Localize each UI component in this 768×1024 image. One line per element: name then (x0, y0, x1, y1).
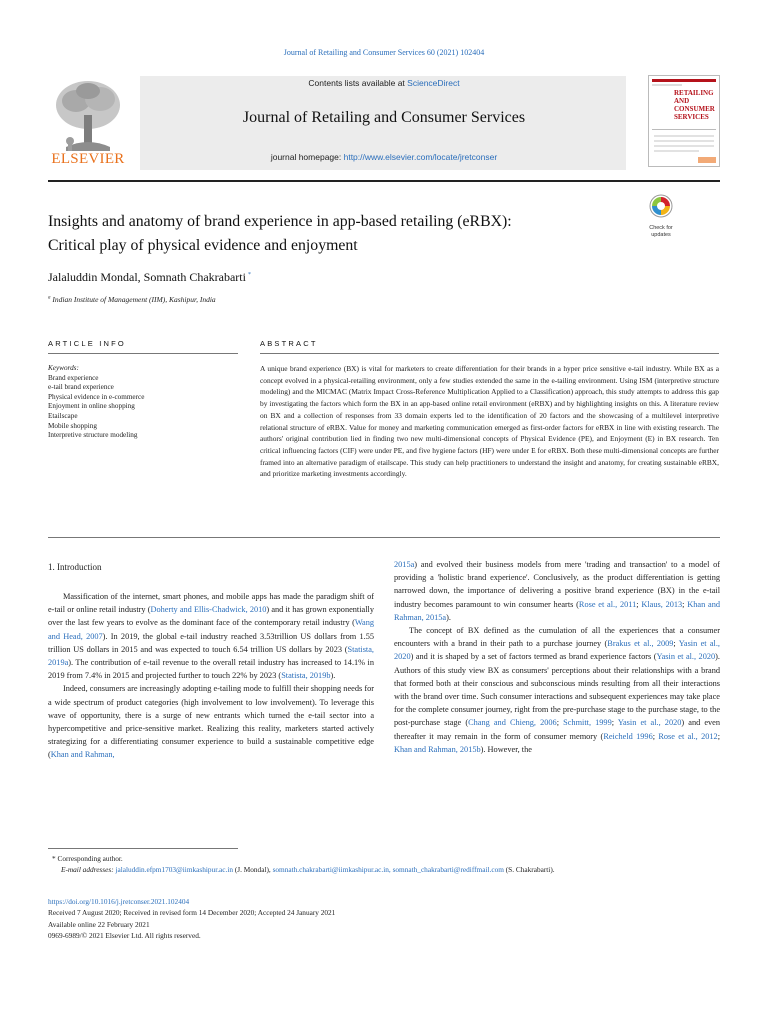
corresponding-note (52, 853, 720, 864)
available-online: Available online 22 February 2021 (48, 919, 150, 929)
paragraph-text: ; (652, 731, 659, 741)
paragraph (48, 590, 374, 682)
paragraph-text: ; (556, 718, 564, 728)
author-names[interactable]: Jalaluddin Mondal, Somnath Chakrabarti (48, 270, 246, 284)
paragraph (48, 682, 374, 761)
citation-link[interactable]: Doherty and Ellis-Chadwick, 2010 (150, 605, 267, 615)
abstract-bottom-divider (48, 537, 720, 538)
article-title (48, 210, 638, 258)
affiliation-mark: a (48, 295, 51, 301)
citation-link[interactable]: Rose et al., 2012 (658, 731, 718, 741)
authors (48, 270, 251, 285)
journal-cover (648, 75, 720, 167)
paragraph-text: ). Authors of this study view BX as consumers' perceptions about their relationships with a brand that formed both at their conscious and subconscious minds resulting from all their interactions with the brand over time. Such consumer interactions and subsequent experiences may take place for the complete consumer journey, right from the pre-purchase stage to the purchase stage, to the post-purchase stage ( (394, 652, 720, 728)
citation-link[interactable]: Wang and Head, 2007 (48, 618, 374, 641)
footnotes (52, 853, 720, 876)
abstract-text: A unique brand experience (BX) is vital for marketers to create differentiation for their brands in a hyper price sensitive e-tail industry. While BX as a concept evolved in a physical-retailing environment, only a few studies extended the same in the e-tailing environment. Using ISM (interpretive structure modeling) and the MICMAC (Matrix Impact Cross-Reference Multiplication Applied to a Classification) approach, this study attempts to address this gap by investigating the factors which form the BX in an app-based online retail environment (eRBX) and by highlighting insights on this. A literature review on BX and a collection of responses from 33 domain experts led to the identification of 20 factors and the showcasing of a multilevel interpretive relational structure of eRBX. Value for money and marketing communication emerged as first-order factors for eRBX in line with existing research. The authors' original contribution lied in finding two new multi-dimensional concepts of Physical Evidence (PE), and Enjoyment (E) in BX research. Ten critical influencing factors (CIF) were under PE, and five hygiene factors (HF) were under E for eRBX. Both these multi-dimensional concepts are further framed into an alternative paradigm of etailscape. This study can help practitioners to understand the insight and anatomy, for creating sustainable eRBX, and prioritize marketing investments accordingly. (260, 364, 719, 479)
journal-citation[interactable]: Journal of Retailing and Consumer Services 60 (2021) 102404 (283, 48, 485, 57)
paragraph-text: ) and evolved their business models from mere 'trading and transaction' to a model of providing a 'holistic brand experience'. Conclusively, as the product differentiation is getting narrowed down, the importance of delivering a positive brand experience (BX) in the e-tail industry becomes paramount to win consumer hearts ( (394, 560, 720, 609)
citation-link[interactable]: Statista, 2019a (48, 644, 374, 668)
corresponding-mark[interactable]: * (247, 272, 251, 278)
title-line-2: Critical play of physical evidence and enjoyment (48, 237, 358, 254)
paragraph-text: ). However, the (480, 744, 532, 754)
paragraph-text: ; (682, 599, 688, 609)
paragraph-text: ; (717, 731, 720, 741)
email-owner: (J. Mondal), (234, 865, 271, 875)
paragraph-text: ; (611, 718, 618, 728)
cover-line: RETAILING (674, 89, 714, 97)
citation-link[interactable]: Schmitt, 1999 (563, 718, 612, 728)
keyword-item: Physical evidence in e-commerce (48, 392, 145, 401)
paragraph (394, 558, 720, 624)
info-divider (48, 353, 238, 354)
citation-link[interactable]: Yasin et al., 2020 (617, 718, 682, 728)
paragraph-text: ; (673, 639, 679, 649)
corresponding-text: Corresponding author. (57, 854, 123, 863)
citation-link[interactable]: Yasin et al., 2020 (394, 639, 720, 662)
sciencedirect-link[interactable]: ScienceDirect (407, 78, 460, 88)
citation-link[interactable]: Khan and Rahman, 2015a (394, 599, 720, 622)
email-link[interactable]: jalaluddin.efpm1703@iimkashipur.ac.in (115, 865, 234, 875)
citation-link[interactable]: 2015a (394, 560, 415, 569)
paragraph-text: ; (636, 599, 642, 609)
body-left-column (48, 590, 374, 762)
keyword-item: Mobile shopping (48, 421, 97, 430)
check-updates-icon (643, 194, 679, 218)
affiliation-text: Indian Institute of Management (IIM), Kashipur, India (52, 295, 216, 304)
paragraph-text: ). (330, 671, 336, 681)
citation-link[interactable]: Reicheld 1996 (603, 731, 653, 741)
article-info-heading: ARTICLE INFO (48, 339, 126, 348)
citation-link[interactable]: Brakus et al., 2009 (607, 639, 674, 649)
paragraph-text: Massification of the internet, smart phones, and mobile apps has made the paradigm shift of e-tail or online retail industry ( (48, 592, 374, 615)
contents-prefix: Contents lists available at (308, 78, 408, 88)
received-dates: Received 7 August 2020; Received in revised form 14 December 2020; Accepted 24 January 2021 (48, 908, 336, 918)
paragraph-text: ). (446, 612, 451, 622)
email-note (52, 864, 720, 875)
copyright: 0969-6989/© 2021 Elsevier Ltd. All rights reserved. (48, 930, 201, 940)
paragraph-text: ) and it has grown exponentially over the last few years to evolve as the dominant face of the contemporary retail industry ( (48, 605, 374, 628)
paragraph (394, 624, 720, 756)
paragraph-text: The concept of BX defined as the cumulation of all the experiences that a consumer encounters with a brand in their path to a purchase journey ( (394, 626, 720, 649)
citation-link[interactable]: Statista, 2019b (281, 671, 331, 681)
introduction-heading: 1. Introduction (48, 562, 102, 572)
publisher-name: ELSEVIER (51, 151, 125, 167)
header-divider (48, 180, 720, 182)
paragraph-text: Indeed, consumers are increasingly adopting e-tailing mode to fulfill their shopping needs for a wide spectrum of product categories (high involvement to low involvement). To leverage this wave of opportunity, there is a surge of new entrants which turned the e-tail sector into a hypercompetitive and price-sensitive market. Realizing this reality, marketers started actively strategizing for a differentiating consumer experience to build a sustainable competitive edge ( (48, 684, 374, 760)
contents-line (48, 78, 720, 88)
email-link[interactable]: somnath_chakrabarti@rediffmail.com (392, 865, 504, 875)
email-link[interactable]: somnath.chakrabarti@iimkashipur.ac.in, (272, 865, 391, 875)
affiliation (48, 295, 216, 304)
keyword-item: Etailscape (48, 411, 78, 420)
journal-header (48, 73, 720, 173)
paragraph-text: ) and it is shaped by a set of factors termed as brand experience factors ( (410, 652, 657, 662)
abstract-divider (260, 353, 719, 354)
publication-info (48, 896, 720, 941)
citation-link[interactable]: Chang and Chieng, 2006 (468, 718, 557, 728)
cover-line: AND (674, 97, 690, 105)
corresponding-mark: * (52, 854, 56, 863)
email-owner: (S. Chakrabarti). (505, 865, 555, 875)
body-right-column (394, 558, 720, 756)
keywords-block (48, 364, 238, 441)
citation-link[interactable]: Khan and Rahman, (50, 750, 115, 760)
cover-line: CONSUMER (674, 105, 715, 113)
homepage-line (48, 152, 720, 162)
keyword-item: Enjoyment in online shopping (48, 402, 135, 411)
cover-line: SERVICES (674, 113, 709, 121)
keywords-label: Keywords: (48, 364, 79, 372)
citation-link[interactable]: Rose et al., 2011 (578, 599, 637, 609)
journal-title: Journal of Retailing and Consumer Services (242, 109, 526, 126)
homepage-prefix: journal homepage: (270, 152, 344, 162)
keyword-item: e-tail brand experience (48, 383, 114, 392)
keyword-item: Brand experience (48, 373, 99, 382)
keyword-item: Interpretive structure modeling (48, 431, 138, 440)
title-line-1: Insights and anatomy of brand experience in app-based retailing (eRBX): (48, 213, 512, 230)
check-updates-label: Check for updates (649, 225, 673, 238)
email-label: E-mail addresses: (61, 865, 114, 875)
doi-link[interactable]: https://doi.org/10.1016/j.jretconser.2021.102404 (48, 897, 190, 906)
paragraph-text: ). In 2019, the global e-tail industry reached 3.53trillion US dollars from 1.55 trillion US dollars in 2015 and was expected to touch 6.54 trillion US dollars by 2023 ( (48, 631, 374, 654)
citation-link[interactable]: Yasin et al., 2020 (656, 652, 716, 662)
paragraph-text: ) and even thereafter it may remain in the form of consumer memory ( (394, 718, 721, 741)
citation-link[interactable]: Klaus, 2013 (641, 599, 683, 609)
footnote-divider (48, 848, 238, 849)
homepage-link[interactable]: http://www.elsevier.com/locate/jretconser (343, 152, 498, 162)
paragraph-text: ). The contribution of e-tail revenue to the overall retail industry has increased to 14.1% in 2019 from 7.4% in 2015 and projected further to touch 22% by 2023 ( (48, 658, 374, 681)
abstract-heading: ABSTRACT (260, 339, 318, 348)
check-for-updates-badge[interactable] (643, 194, 679, 236)
citation-link[interactable]: Khan and Rahman, 2015b (394, 744, 481, 754)
